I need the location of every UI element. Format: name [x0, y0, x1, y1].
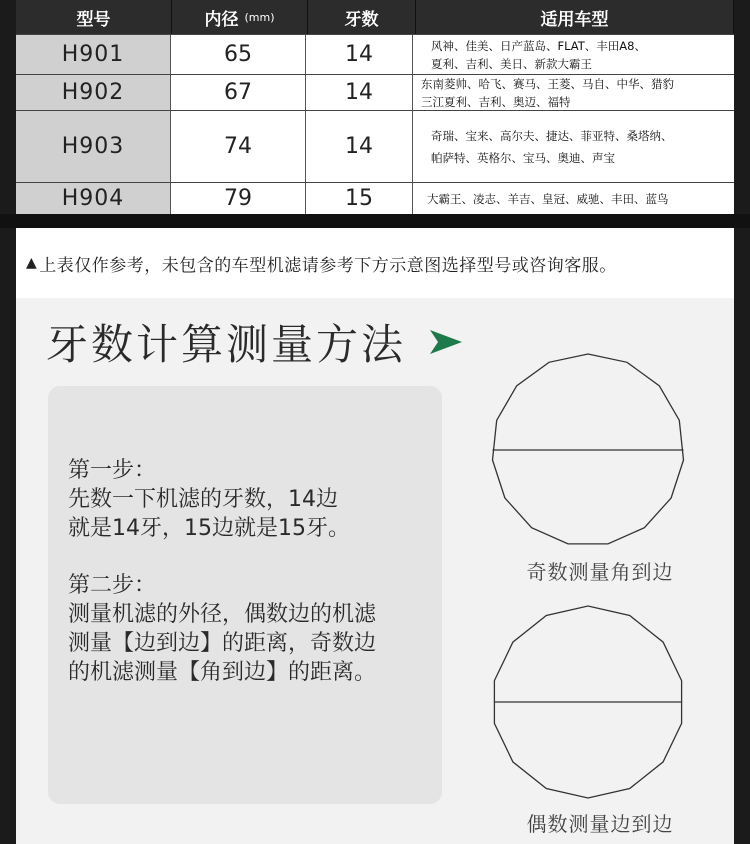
cell-vehicles: 东南菱帅、哈飞、赛马、王菱、马自、中华、猎豹 三江夏利、吉利、奥迈、福特 [413, 75, 734, 110]
header-vehicles: 适用车型 [416, 0, 734, 34]
cell-model: H904 [16, 183, 171, 214]
cell-diameter: 74 [171, 111, 306, 182]
steps-panel [48, 386, 442, 804]
cell-vehicles: 大霸王、凌志、羊吉、皇冠、威驰、丰田、蓝鸟 [413, 183, 734, 214]
section-title: 牙数计算测量方法 [46, 320, 407, 369]
step2-line: 测量机滤的外径，偶数边的机滤 [68, 602, 377, 627]
header-inner-diameter: 内径 (mm) [172, 0, 308, 34]
header-teeth: 牙数 [308, 0, 416, 34]
triangle-icon: ▲ [26, 255, 38, 271]
cell-model: H901 [16, 35, 171, 74]
table-row [16, 182, 734, 214]
header-model: 型号 [16, 0, 172, 34]
table-row [16, 74, 734, 110]
odd-polygon-diagram [488, 350, 688, 550]
table-row [16, 110, 734, 182]
table-row [16, 34, 734, 74]
table-header [16, 0, 734, 34]
measurement-method-section [16, 298, 734, 844]
cell-model: H902 [16, 75, 171, 110]
reference-note [16, 228, 734, 298]
odd-caption: 奇数测量角到边 [526, 560, 674, 584]
step2-line: 测量【边到边】的距离，奇数边 [68, 631, 377, 656]
step1-line: 就是14牙，15边就是15牙。 [68, 516, 350, 541]
cell-vehicles: 奇瑞、宝来、高尔夫、捷达、菲亚特、桑塔纳、 帕萨特、英格尔、宝马、奥迪、声宝 [413, 111, 734, 182]
cell-teeth: 14 [306, 111, 413, 182]
cell-diameter: 67 [171, 75, 306, 110]
cell-diameter: 79 [171, 183, 306, 214]
step1-title: 第一步： [68, 458, 157, 483]
cell-vehicles: 风神、佳美、日产蓝岛、FLAT、丰田A8、 夏利、吉利、美日、新款大霸王 [413, 35, 734, 74]
even-polygon-diagram [488, 602, 688, 802]
cell-model: H903 [16, 111, 171, 182]
cell-teeth: 15 [306, 183, 413, 214]
even-caption: 偶数测量边到边 [526, 812, 674, 836]
header-unit: (mm) [244, 10, 275, 24]
spec-table [16, 0, 734, 214]
arrow-right-icon [428, 328, 464, 356]
cell-teeth: 14 [306, 35, 413, 74]
steps-text [68, 456, 438, 687]
step2-title: 第二步： [68, 573, 157, 598]
step2-line: 的机滤测量【角到边】的距离。 [68, 660, 377, 685]
divider-bar [0, 214, 750, 228]
cell-teeth: 14 [306, 75, 413, 110]
note-text: 上表仅作参考，未包含的车型机滤请参考下方示意图选择型号或咨询客服。 [39, 255, 617, 276]
step1-line: 先数一下机滤的牙数，14边 [68, 487, 338, 512]
cell-diameter: 65 [171, 35, 306, 74]
